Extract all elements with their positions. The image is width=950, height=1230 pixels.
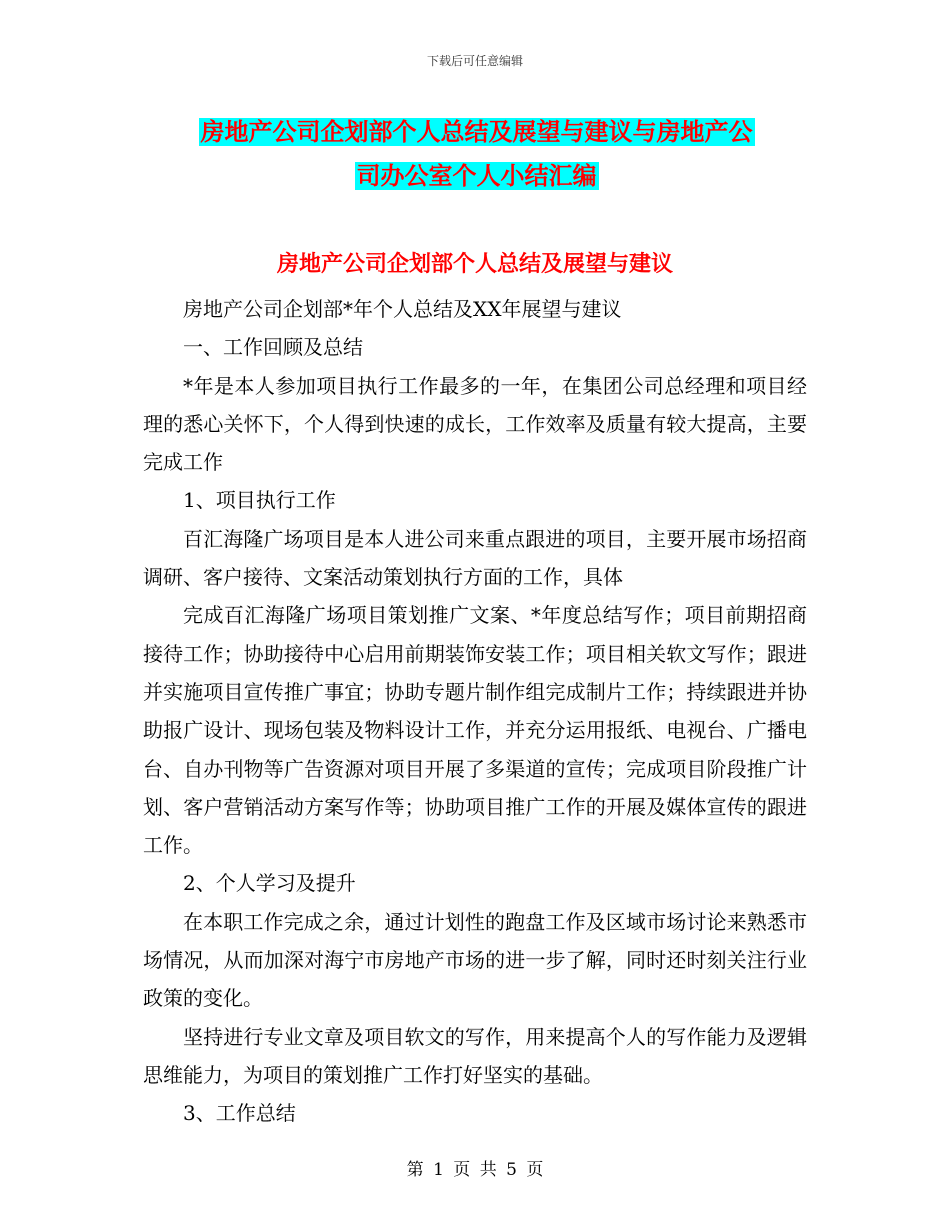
page-header: 下载后可任意编辑 (426, 54, 523, 68)
document-title-line-1: 房地产公司企划部个人总结及展望与建议与房地产公 (200, 118, 753, 146)
paragraph: 百汇海隆广场项目是本人进公司来重点跟进的项目，主要开展市场招商调研、客户接待、文案活动策划执行方面的工作，具体 (143, 526, 807, 590)
paragraph: 3、工作总结 (183, 1101, 296, 1126)
document-title-line-2: 司办公室个人小结汇编 (356, 162, 597, 190)
paragraph: *年是本人参加项目执行工作最多的一年，在集团公司总经理和项目经理的悉心关怀下，个人得到快速的成长，工作效率及质量有较大提高，主要完成工作 (143, 373, 807, 475)
paragraph: 在本职工作完成之余，通过计划性的跑盘工作及区域市场讨论来熟悉市场情况，从而加深对海宁市房地产市场的进一步了解，同时还时刻关注行业政策的变化。 (143, 909, 807, 1011)
paragraph: 坚持进行专业文章及项目软文的写作，用来提高个人的写作能力及逻辑思维能力，为项目的策划推广工作打好坚实的基础。 (143, 1024, 807, 1087)
document-title (143, 110, 810, 198)
body-text (143, 290, 807, 1133)
paragraph: 完成百汇海隆广场项目策划推广文案、*年度总结写作；项目前期招商接待工作；协助接待中心启用前期装饰安装工作；项目相关软文写作；跟进并实施项目宣传推广事宜；协助专题片制作组完成制片工作；持续跟进并协助报广设计、现场包装及物料设计工作，并充分运用报纸、电视台、广播电台、自办刊物等广告资源对项目开展了多渠道的宣传；完成项目阶段推广计划、客户营销活动方案写作等；协助项目推广工作的开展及媒体宣传的跟进工作。 (143, 603, 807, 858)
paragraph: 2、个人学习及提升 (183, 871, 356, 896)
page-footer: 第 1 页 共 5 页 (406, 1160, 544, 1180)
paragraph: 房地产公司企划部*年个人总结及XX年展望与建议 (183, 297, 622, 321)
section-title: 房地产公司企划部个人总结及展望与建议 (276, 252, 673, 277)
paragraph: 1、项目执行工作 (183, 488, 336, 513)
paragraph: 一、工作回顾及总结 (183, 335, 363, 360)
